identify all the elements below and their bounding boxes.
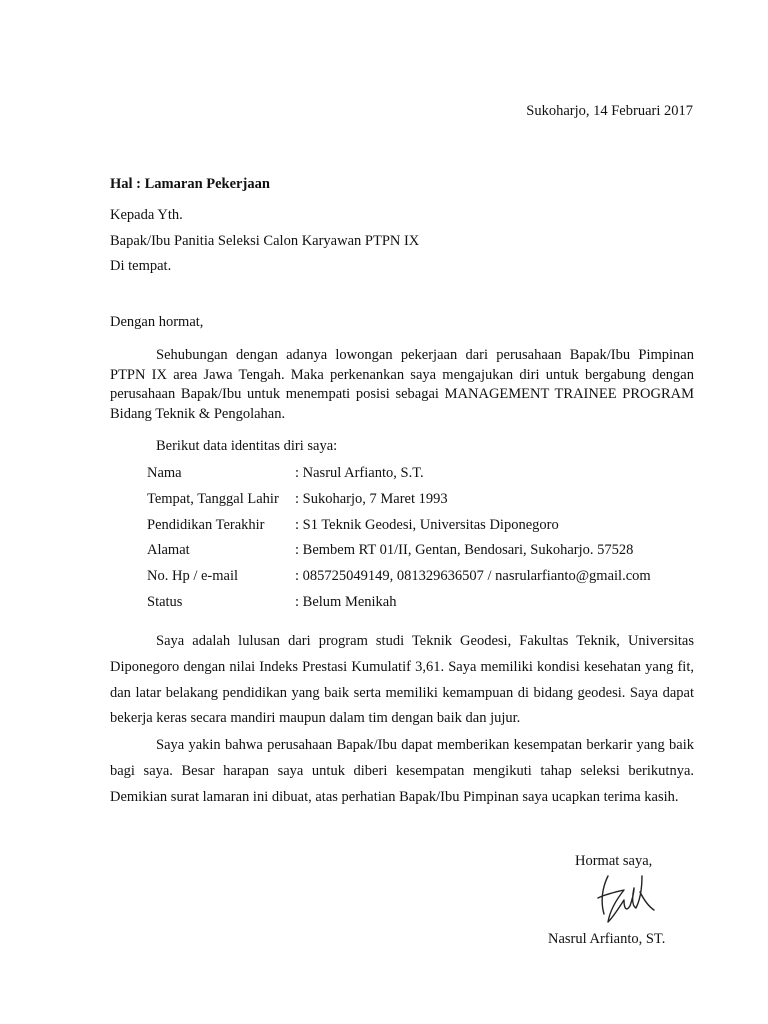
recipient-line-2: Bapak/Ibu Panitia Seleksi Calon Karyawan PTPN IX	[110, 233, 420, 249]
paragraph-qualifications	[110, 629, 694, 732]
identity-row	[147, 538, 651, 564]
recipient-line-3: Di tempat.	[110, 258, 172, 274]
identity-label: Pendidikan Terakhir	[147, 516, 265, 533]
identity-table	[147, 461, 651, 615]
recipient-line-1: Kepada Yth.	[110, 207, 183, 223]
identity-label: Status	[147, 593, 183, 610]
greeting: Dengan hormat,	[110, 314, 204, 330]
paragraph-closing	[110, 733, 694, 810]
identity-label: Nama	[147, 465, 182, 482]
paragraph-closing-text: Saya yakin bahwa perusahaan Bapak/Ibu dapat memberikan kesempatan berkarir yang baik bagi saya. Besar harapan saya untuk diberi kesempatan mengikuti tahap seleksi berikutnya. Demikian surat lamaran ini dibuat, atas perhatian Bapak/Ibu Pimpinan saya ucapkan terima kasih.	[110, 737, 694, 805]
identity-value: : Bembem RT 01/II, Gentan, Bendosari, Sukoharjo. 57528	[295, 542, 634, 559]
identity-row	[147, 589, 651, 615]
closing-salutation: Hormat saya,	[575, 853, 653, 869]
letter-subject: Hal : Lamaran Pekerjaan	[110, 176, 270, 192]
identity-row	[147, 461, 651, 487]
paragraph-application	[110, 346, 694, 424]
identity-value: : Sukoharjo, 7 Maret 1993	[295, 491, 448, 508]
identity-value: : Belum Menikah	[295, 593, 397, 610]
identity-intro: Berikut data identitas diri saya:	[156, 438, 338, 454]
handwritten-signature	[594, 870, 656, 928]
paragraph-application-text: Sehubungan dengan adanya lowongan pekerjaan dari perusahaan Bapak/Ibu Pimpinan PTPN IX area Jawa Tengah. Maka perkenankan saya mengajukan diri untuk bergabung dengan perusahaan Bapak/Ibu untuk menempati posisi sebagai MANAGEMENT TRAINEE PROGRAM Bidang Teknik & Pengolahan.	[110, 347, 694, 422]
identity-row	[147, 564, 651, 590]
identity-label: No. Hp / e-mail	[147, 568, 239, 585]
identity-value: : S1 Teknik Geodesi, Universitas Diponegoro	[295, 516, 559, 533]
identity-label: Tempat, Tanggal Lahir	[147, 491, 279, 508]
place-date: Sukoharjo, 14 Februari 2017	[526, 103, 693, 119]
signer-name: Nasrul Arfianto, ST.	[548, 931, 666, 947]
identity-row	[147, 487, 651, 513]
paragraph-qualifications-text: Saya adalah lulusan dari program studi Teknik Geodesi, Fakultas Teknik, Universitas Diponegoro dengan nilai Indeks Prestasi Kumulatif 3,61. Saya memiliki kondisi kesehatan yang fit, dan latar belakang pendidikan yang baik serta memiliki kemampuan di bidang geodesi. Saya dapat bekerja keras secara mandiri maupun dalam tim dengan baik dan jujur.	[110, 633, 694, 727]
identity-value: : 085725049149, 081329636507 / nasrularfianto@gmail.com	[295, 568, 651, 585]
identity-row	[147, 512, 651, 538]
identity-value: : Nasrul Arfianto, S.T.	[295, 465, 424, 482]
identity-label: Alamat	[147, 542, 190, 559]
